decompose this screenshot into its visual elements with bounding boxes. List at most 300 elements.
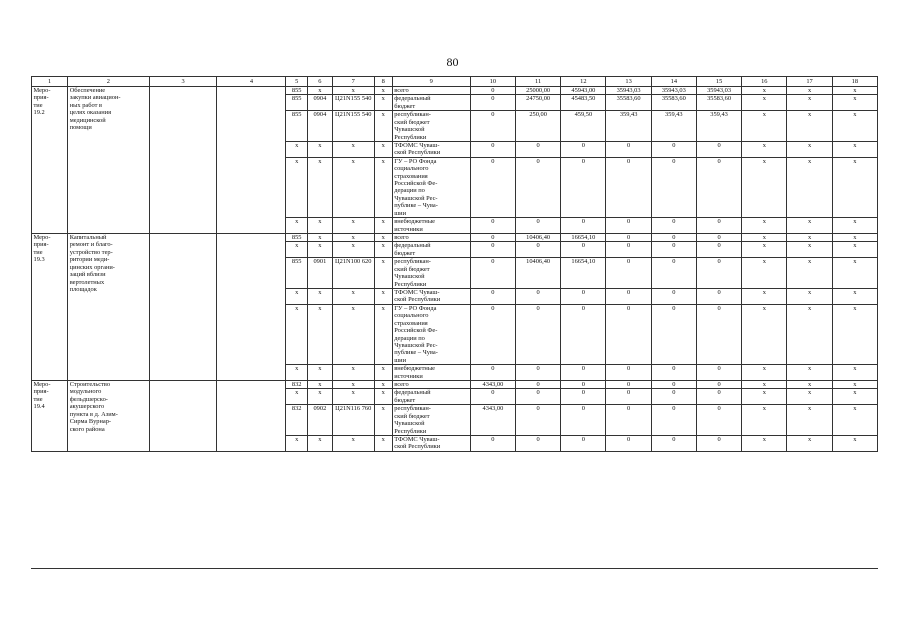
empty-cell (149, 87, 217, 234)
cell-line: Меро- (33, 234, 51, 242)
table-row (32, 234, 878, 242)
funding-source-cell (392, 95, 470, 111)
value-cell: 35943,03 (696, 87, 741, 95)
cell-line: Меро- (33, 87, 51, 94)
value-cell: 0 (516, 365, 561, 381)
value-cell: x (742, 218, 787, 234)
cell-line: Республики (394, 280, 427, 288)
value-cell: 0 (516, 405, 561, 436)
value-cell: 0 (606, 242, 651, 258)
measure-id-cell (32, 234, 68, 381)
header-cell: 8 (374, 77, 392, 87)
value-cell: 0 (651, 405, 696, 436)
code-cell-c5: x (286, 242, 307, 258)
value-cell: x (832, 381, 877, 389)
value-cell: 0 (516, 218, 561, 234)
code-cell-c6: 0902 (307, 405, 332, 436)
cell-line: бюджет (394, 249, 416, 257)
value-cell: 359,43 (696, 111, 741, 142)
cell-line: Обеспечение (69, 87, 106, 94)
code-cell-c7: x (332, 365, 374, 381)
header-cell: 3 (149, 77, 217, 87)
value-cell: 0 (606, 304, 651, 364)
cell-line: Капитальный (69, 234, 107, 242)
header-cell: 7 (332, 77, 374, 87)
funding-source-cell (392, 111, 470, 142)
value-cell: 0 (470, 218, 515, 234)
funding-source-cell (392, 365, 470, 381)
cell-line: пункта в д. Азим- (69, 410, 118, 418)
code-cell-c7: x (332, 381, 374, 389)
value-cell: 0 (651, 381, 696, 389)
cell-line: Российской Фе- (394, 327, 438, 335)
value-cell: 0 (651, 288, 696, 304)
cell-line: прия- (33, 241, 49, 249)
value-cell: 0 (651, 218, 696, 234)
value-cell: x (742, 95, 787, 111)
value-cell: x (787, 381, 832, 389)
cell-line: вертолетных (69, 278, 105, 286)
funding-source-cell (392, 381, 470, 389)
value-cell: 0 (606, 258, 651, 289)
cell-line: федеральный (394, 95, 431, 103)
code-cell-c8: x (374, 381, 392, 389)
value-cell: x (832, 157, 877, 217)
value-cell: 0 (561, 381, 606, 389)
cell-line: заций вблизи (69, 271, 106, 279)
code-cell-c7: Ц21N155 540 (332, 111, 374, 142)
value-cell: x (832, 87, 877, 95)
funding-source-cell (392, 234, 470, 242)
value-cell: x (787, 242, 832, 258)
code-cell-c8: x (374, 141, 392, 157)
value-cell: x (787, 157, 832, 217)
funding-source-cell (392, 157, 470, 217)
cell-line: всего (394, 234, 409, 242)
code-cell-c6: x (307, 381, 332, 389)
value-cell: 0 (561, 389, 606, 405)
value-cell: 0 (470, 234, 515, 242)
table-body (32, 77, 878, 452)
value-cell: 0 (470, 242, 515, 258)
value-cell: x (832, 405, 877, 436)
header-cell: 4 (217, 77, 286, 87)
funding-source-cell (392, 218, 470, 234)
code-cell-c6: x (307, 141, 332, 157)
measure-name-cell (68, 234, 149, 381)
table-bottom-rule (31, 568, 878, 569)
header-cell: 10 (470, 77, 515, 87)
value-cell: 0 (696, 242, 741, 258)
code-cell-c7: x (332, 218, 374, 234)
value-cell: x (742, 389, 787, 405)
value-cell: 35583,60 (606, 95, 651, 111)
code-cell-c7: x (332, 234, 374, 242)
header-cell: 11 (516, 77, 561, 87)
header-cell: 2 (68, 77, 149, 87)
cell-line: бюджет (394, 102, 416, 110)
value-cell: 0 (470, 157, 515, 217)
value-cell: 0 (696, 141, 741, 157)
value-cell: 0 (696, 405, 741, 436)
value-cell: x (832, 218, 877, 234)
cell-line: дерации по (394, 334, 425, 342)
funding-source-cell (392, 87, 470, 95)
code-cell-c8: x (374, 218, 392, 234)
value-cell: 0 (651, 304, 696, 364)
value-cell: x (832, 435, 877, 451)
value-cell: 459,50 (561, 111, 606, 142)
code-cell-c5: x (286, 157, 307, 217)
code-cell-c8: x (374, 87, 392, 95)
value-cell: 0 (696, 381, 741, 389)
value-cell: 0 (651, 389, 696, 405)
header-cell: 12 (561, 77, 606, 87)
cell-line: Чувашской (394, 273, 425, 281)
value-cell: 0 (696, 288, 741, 304)
cell-line: Сирма Вурнар- (69, 418, 112, 426)
value-cell: 35943,03 (651, 87, 696, 95)
code-cell-c5: 855 (286, 111, 307, 142)
code-cell-c8: x (374, 389, 392, 405)
value-cell: x (787, 389, 832, 405)
code-cell-c8: x (374, 242, 392, 258)
cell-line: дерации по (394, 187, 425, 195)
cell-line: всего (394, 381, 409, 389)
value-cell: x (787, 304, 832, 364)
budget-table (31, 76, 878, 452)
value-cell: 0 (561, 435, 606, 451)
value-cell: 250,00 (516, 111, 561, 142)
cell-line: республикан- (394, 405, 431, 413)
cell-line: ского района (69, 425, 105, 433)
funding-source-cell (392, 288, 470, 304)
value-cell: x (787, 95, 832, 111)
value-cell: x (832, 234, 877, 242)
value-cell: 0 (561, 157, 606, 217)
code-cell-c8: x (374, 95, 392, 111)
code-cell-c7: x (332, 157, 374, 217)
code-cell-c8: x (374, 405, 392, 436)
cell-line: закупки авиацион- (69, 94, 121, 102)
header-cell: 18 (832, 77, 877, 87)
cell-line: Республики (394, 427, 427, 435)
code-cell-c7: Ц21N116 760 (332, 405, 374, 436)
code-cell-c8: x (374, 288, 392, 304)
cell-line: бюджет (394, 396, 416, 404)
cell-line: шии (394, 356, 407, 364)
header-row (32, 77, 878, 87)
value-cell: x (832, 111, 877, 142)
cell-line: прия- (33, 388, 49, 396)
value-cell: x (787, 111, 832, 142)
measure-name-cell (68, 381, 149, 452)
value-cell: x (787, 234, 832, 242)
header-cell: 16 (742, 77, 787, 87)
value-cell: x (742, 234, 787, 242)
cell-line: республикан- (394, 258, 431, 266)
code-cell-c6: 0904 (307, 95, 332, 111)
code-cell-c8: x (374, 111, 392, 142)
value-cell: 0 (696, 435, 741, 451)
header-cell: 13 (606, 77, 651, 87)
value-cell: x (742, 365, 787, 381)
cell-line: ТФОМС Чуваш- (394, 288, 440, 296)
value-cell: 0 (696, 304, 741, 364)
code-cell-c5: 855 (286, 87, 307, 95)
header-cell: 14 (651, 77, 696, 87)
funding-source-cell (392, 304, 470, 364)
empty-cell (217, 87, 286, 234)
value-cell: 0 (516, 288, 561, 304)
code-cell-c6: x (307, 87, 332, 95)
code-cell-c7: Ц21N100 620 (332, 258, 374, 289)
code-cell-c5: x (286, 365, 307, 381)
cell-line: внебюджетные (394, 365, 435, 373)
code-cell-c5: x (286, 304, 307, 364)
value-cell: x (742, 304, 787, 364)
cell-line: федеральный (394, 389, 431, 397)
value-cell: 0 (470, 288, 515, 304)
value-cell: 0 (651, 258, 696, 289)
cell-line: ремонт и благо- (69, 241, 113, 249)
code-cell-c7: x (332, 141, 374, 157)
cell-line: страхования (394, 172, 428, 180)
cell-line: ГУ – РО Фонда (394, 304, 437, 312)
value-cell: 0 (606, 389, 651, 405)
value-cell: 0 (561, 288, 606, 304)
cell-line: тие (33, 395, 43, 403)
value-cell: 0 (561, 304, 606, 364)
value-cell: x (787, 141, 832, 157)
value-cell: x (742, 258, 787, 289)
measure-id-cell (32, 87, 68, 234)
value-cell: 45943,00 (561, 87, 606, 95)
cell-line: модульного (69, 388, 102, 396)
cell-line: фельдшерско- (69, 395, 108, 403)
value-cell: 0 (606, 157, 651, 217)
empty-cell (217, 234, 286, 381)
page-number: 80 (446, 55, 459, 69)
cell-line: республикан- (394, 111, 431, 119)
value-cell: 0 (516, 141, 561, 157)
code-cell-c7: x (332, 242, 374, 258)
cell-line: ской Республики (394, 443, 441, 451)
header-cell: 17 (787, 77, 832, 87)
cell-line: площадок (69, 285, 97, 293)
cell-line: всего (394, 87, 409, 94)
empty-cell (149, 381, 217, 452)
value-cell: 0 (606, 141, 651, 157)
value-cell: 16654,10 (561, 258, 606, 289)
cell-line: публике – Чува- (394, 349, 438, 357)
code-cell-c7: x (332, 288, 374, 304)
cell-line: ритории меди- (69, 256, 110, 264)
funding-source-cell (392, 258, 470, 289)
code-cell-c5: 832 (286, 405, 307, 436)
code-cell-c8: x (374, 234, 392, 242)
value-cell: x (742, 435, 787, 451)
cell-line: цинских органи- (69, 263, 115, 271)
code-cell-c6: 0901 (307, 258, 332, 289)
value-cell: 25000,00 (516, 87, 561, 95)
value-cell: x (787, 365, 832, 381)
measure-name-cell (68, 87, 149, 234)
table-row (32, 87, 878, 95)
cell-line: Меро- (33, 381, 51, 389)
cell-line: шии (394, 209, 407, 217)
cell-line: устройство тер- (69, 248, 113, 256)
cell-line: социального (394, 165, 429, 173)
code-cell-c8: x (374, 435, 392, 451)
value-cell: 0 (606, 234, 651, 242)
value-cell: 0 (651, 365, 696, 381)
value-cell: 4343,00 (470, 381, 515, 389)
value-cell: 0 (516, 381, 561, 389)
value-cell: x (742, 381, 787, 389)
code-cell-c8: x (374, 304, 392, 364)
value-cell: 0 (516, 242, 561, 258)
value-cell: x (742, 141, 787, 157)
value-cell: x (787, 435, 832, 451)
code-cell-c6: x (307, 218, 332, 234)
value-cell: 0 (606, 365, 651, 381)
value-cell: 0 (696, 234, 741, 242)
cell-line: прия- (33, 94, 49, 102)
code-cell-c6: x (307, 242, 332, 258)
funding-source-cell (392, 405, 470, 436)
cell-line: ской Республики (394, 149, 441, 157)
value-cell: 0 (651, 141, 696, 157)
funding-source-cell (392, 389, 470, 405)
value-cell: 359,43 (606, 111, 651, 142)
value-cell: 0 (561, 242, 606, 258)
value-cell: 16654,10 (561, 234, 606, 242)
cell-line: ных работ в (69, 101, 102, 109)
code-cell-c6: x (307, 304, 332, 364)
measure-id-cell (32, 381, 68, 452)
value-cell: 0 (651, 234, 696, 242)
code-cell-c6: x (307, 234, 332, 242)
cell-line: ский бюджет (394, 265, 430, 273)
value-cell: 0 (606, 381, 651, 389)
value-cell: 0 (651, 435, 696, 451)
value-cell: 0 (606, 218, 651, 234)
header-cell: 5 (286, 77, 307, 87)
code-cell-c7: x (332, 304, 374, 364)
value-cell: 0 (696, 389, 741, 405)
value-cell: 0 (561, 141, 606, 157)
cell-line: акушерского (69, 403, 105, 411)
cell-line: тие (33, 248, 43, 256)
header-cell: 1 (32, 77, 68, 87)
value-cell: x (832, 242, 877, 258)
header-cell: 15 (696, 77, 741, 87)
code-cell-c7: x (332, 87, 374, 95)
cell-line: публике – Чува- (394, 202, 438, 210)
table-row (32, 381, 878, 389)
value-cell: x (787, 288, 832, 304)
cell-line: Чувашской (394, 126, 425, 134)
value-cell: 0 (470, 111, 515, 142)
code-cell-c6: x (307, 435, 332, 451)
value-cell: x (742, 157, 787, 217)
code-cell-c8: x (374, 365, 392, 381)
value-cell: 10406,40 (516, 258, 561, 289)
value-cell: 35583,60 (696, 95, 741, 111)
value-cell: 4343,00 (470, 405, 515, 436)
cell-line: 19.3 (33, 256, 45, 264)
cell-line: ГУ – РО Фонда (394, 157, 437, 165)
funding-source-cell (392, 435, 470, 451)
cell-line: Чувашской (394, 420, 425, 428)
value-cell: 0 (561, 365, 606, 381)
value-cell: x (742, 288, 787, 304)
value-cell: 0 (470, 87, 515, 95)
code-cell-c6: x (307, 288, 332, 304)
value-cell: 0 (606, 288, 651, 304)
code-cell-c6: 0904 (307, 111, 332, 142)
header-cell: 9 (392, 77, 470, 87)
funding-source-cell (392, 242, 470, 258)
cell-line: Строительство (69, 381, 111, 389)
value-cell: x (832, 389, 877, 405)
value-cell: x (742, 405, 787, 436)
code-cell-c5: x (286, 288, 307, 304)
value-cell: 0 (470, 141, 515, 157)
code-cell-c5: x (286, 435, 307, 451)
cell-line: ской Республики (394, 296, 441, 304)
value-cell: 0 (470, 95, 515, 111)
value-cell: 0 (470, 389, 515, 405)
code-cell-c6: x (307, 365, 332, 381)
cell-line: ский бюджет (394, 118, 430, 126)
cell-line: помощи (69, 124, 92, 132)
code-cell-c7: x (332, 435, 374, 451)
value-cell: 0 (470, 435, 515, 451)
value-cell: 35943,03 (606, 87, 651, 95)
funding-source-cell (392, 141, 470, 157)
value-cell: 0 (696, 258, 741, 289)
code-cell-c5: 855 (286, 95, 307, 111)
cell-line: Чувашской Рес- (394, 194, 438, 202)
value-cell: 0 (470, 258, 515, 289)
code-cell-c5: x (286, 389, 307, 405)
value-cell: x (832, 141, 877, 157)
value-cell: 0 (516, 304, 561, 364)
cell-line: источники (394, 225, 423, 233)
code-cell-c5: 855 (286, 258, 307, 289)
value-cell: 24750,00 (516, 95, 561, 111)
value-cell: 0 (696, 218, 741, 234)
cell-line: внебюджетные (394, 218, 435, 226)
value-cell: 0 (606, 435, 651, 451)
cell-line: Чувашской Рес- (394, 341, 438, 349)
value-cell: 359,43 (651, 111, 696, 142)
cell-line: федеральный (394, 242, 431, 250)
value-cell: x (787, 258, 832, 289)
value-cell: x (787, 87, 832, 95)
value-cell: 0 (516, 435, 561, 451)
code-cell-c6: x (307, 389, 332, 405)
cell-line: социального (394, 312, 429, 320)
code-cell-c5: 832 (286, 381, 307, 389)
cell-line: источники (394, 372, 423, 380)
value-cell: x (742, 87, 787, 95)
cell-line: Российской Фе- (394, 180, 438, 188)
value-cell: 45483,50 (561, 95, 606, 111)
code-cell-c5: x (286, 218, 307, 234)
